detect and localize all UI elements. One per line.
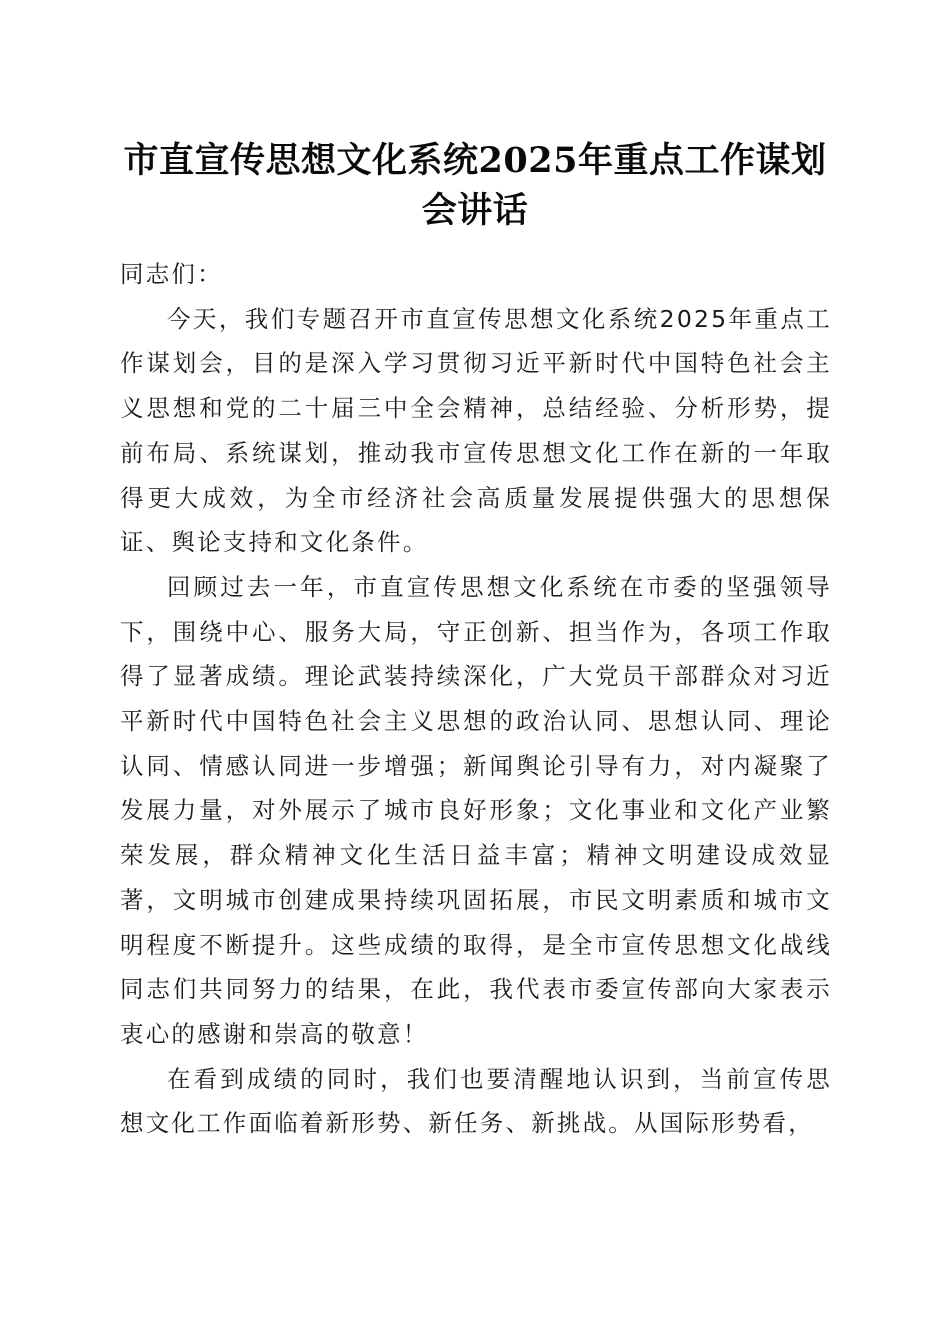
title-line-2: 会讲话 [421, 190, 529, 231]
paragraph-review: 回顾过去一年，市直宣传思想文化系统在市委的坚强领导下，围绕中心、服务大局，守正创新、担当作为，各项工作取得了显著成绩。理论武装持续深化，广大党员干部群众对习近平新时代中国特色社会主义思想的政治认同、思想认同、理论认同、情感认同进一步增强；新闻舆论引导有力，对内凝聚了发展力量，对外展示了城市良好形象；文化事业和文化产业繁荣发展，群众精神文化生活日益丰富；精神文明建设成效显著，文明城市创建成果持续巩固拓展，市民文明素质和城市文明程度不断提升。这些成绩的取得，是全市宣传思想文化战线同志们共同努力的结果，在此，我代表市委宣传部向大家表示衷心的感谢和崇高的敬意！ [120, 572, 832, 1048]
paragraph-opening: 今天，我们专题召开市直宣传思想文化系统2025年重点工作谋划会，目的是深入学习贯彻习近平新时代中国特色社会主义思想和党的二十届三中全会精神，总结经验、分析形势，提前布局、系统谋划，推动我市宣传思想文化工作在新的一年取得更大成效，为全市经济社会高质量发展提供强大的思想保证、舆论支持和文化条件。 [120, 304, 832, 557]
document-title [100, 136, 850, 236]
document-body [120, 252, 832, 1146]
salutation: 同志们： [120, 260, 223, 288]
paragraph-challenges: 在看到成绩的同时，我们也要清醒地认识到，当前宣传思想文化工作面临着新形势、新任务、新挑战。从国际形势看， [120, 1064, 832, 1138]
title-line-1: 市直宣传思想文化系统2025年重点工作谋划 [123, 140, 827, 181]
